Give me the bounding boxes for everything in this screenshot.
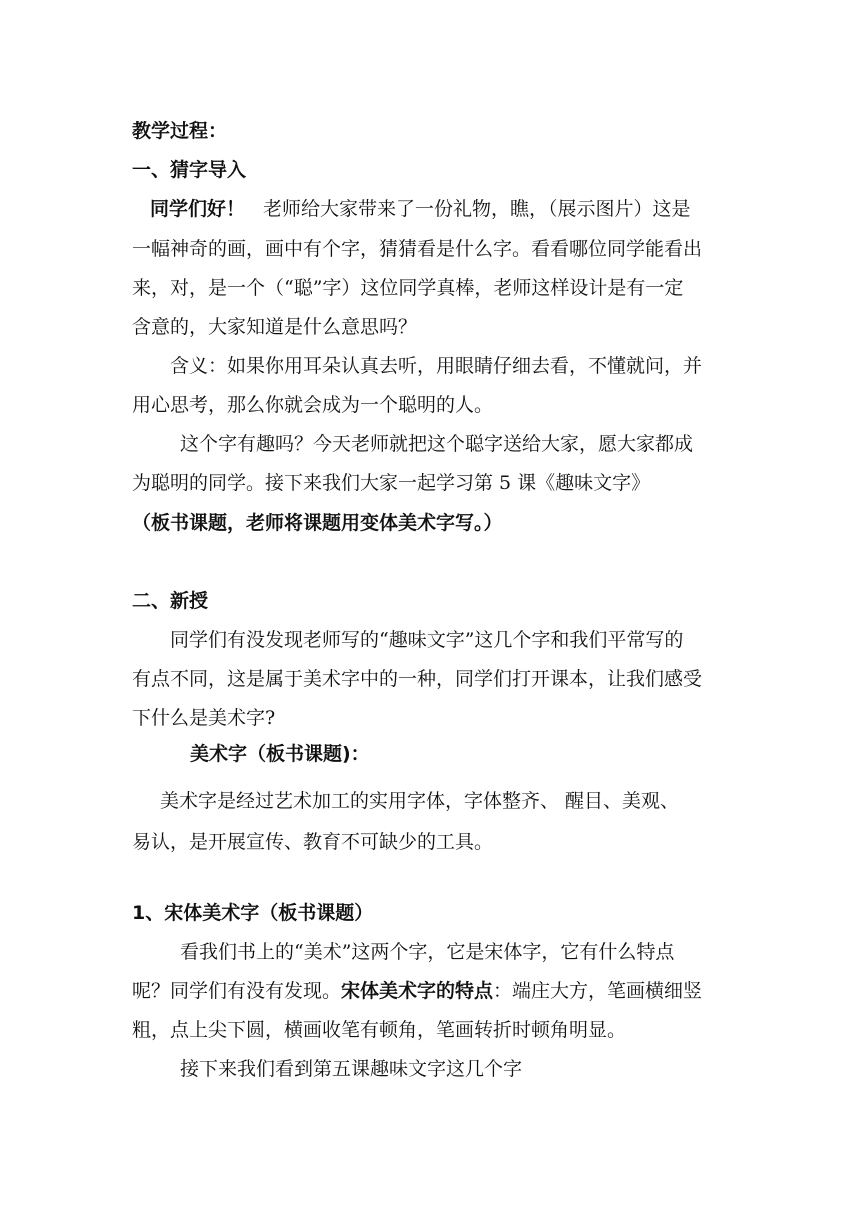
songti-line1: 看我们书上的“美术”这两个字，它是宋体字，它有什么特点 xyxy=(180,941,675,963)
section1-para1-line2: 一幅神奇的画，画中有个字，猜猜看是什么字。看看哪位同学能看出 xyxy=(132,238,703,260)
art-word-definition-line1: 美术字是经过艺术加工的实用字体，字体整齐、 醒目、美观、 xyxy=(160,790,680,812)
art-word-heading: 美术字（板书课题)： xyxy=(190,743,370,765)
songti-line4: 接下来我们看到第五课趣味文字这几个字 xyxy=(180,1058,523,1080)
songti-line2 xyxy=(132,978,702,1004)
section1-para3-line1: 这个字有趣吗？今天老师就把这个聪字送给大家，愿大家都成 xyxy=(180,433,694,455)
section1-title: 一、猜字导入 xyxy=(132,159,247,181)
art-word-definition-line2: 易认，是开展宣传、教育不可缺少的工具。 xyxy=(132,831,494,853)
section1-para1-line4: 含意的，大家知道是什么意思吗？ xyxy=(132,316,418,338)
section1-para2-line2: 用心思考，那么你就会成为一个聪明的人。 xyxy=(132,394,494,416)
greeting-text: 同学们好！ xyxy=(150,198,246,220)
board-note: （板书课题，老师将课题用变体美术字写。） xyxy=(132,512,503,534)
process-heading: 教学过程： xyxy=(132,120,228,142)
subsection1-title: 1、宋体美术字（板书课题） xyxy=(132,902,374,924)
section2-para1-line3: 下什么是美术字? xyxy=(132,707,276,729)
songti-line2-c: ：端庄大方，笔画横细竖 xyxy=(493,980,703,1002)
section1-para2-line1: 含义：如果你用耳朵认真去听，用眼睛仔细去看，不懂就问，并 xyxy=(170,355,703,377)
section2-title: 二、新授 xyxy=(132,590,209,612)
songti-line2-a: 呢？同学们有没有发现。 xyxy=(132,980,342,1002)
section2-para1-line1: 同学们有没发现老师写的“趣味文字”这几个字和我们平常写的 xyxy=(170,629,684,651)
section1-para3-line2: 为聪明的同学。接下来我们大家一起学习第 5 课《趣味文字》 xyxy=(132,472,651,494)
songti-line3: 粗，点上尖下圆，横画收笔有顿角，笔画转折时顿角明显。 xyxy=(132,1019,627,1041)
para1-line1-text: 老师给大家带来了一份礼物，瞧，（展示图片）这是 xyxy=(263,198,691,220)
section1-para1-line3: 来，对，是一个（“聪”字）这位同学真棒，老师这样设计是有一定 xyxy=(132,277,684,299)
section1-para1-line1 xyxy=(150,196,691,222)
section2-para1-line2: 有点不同，这是属于美术字中的一种，同学们打开课本，让我们感受 xyxy=(132,668,703,690)
songti-features-label: 宋体美术字的特点 xyxy=(341,980,494,1002)
